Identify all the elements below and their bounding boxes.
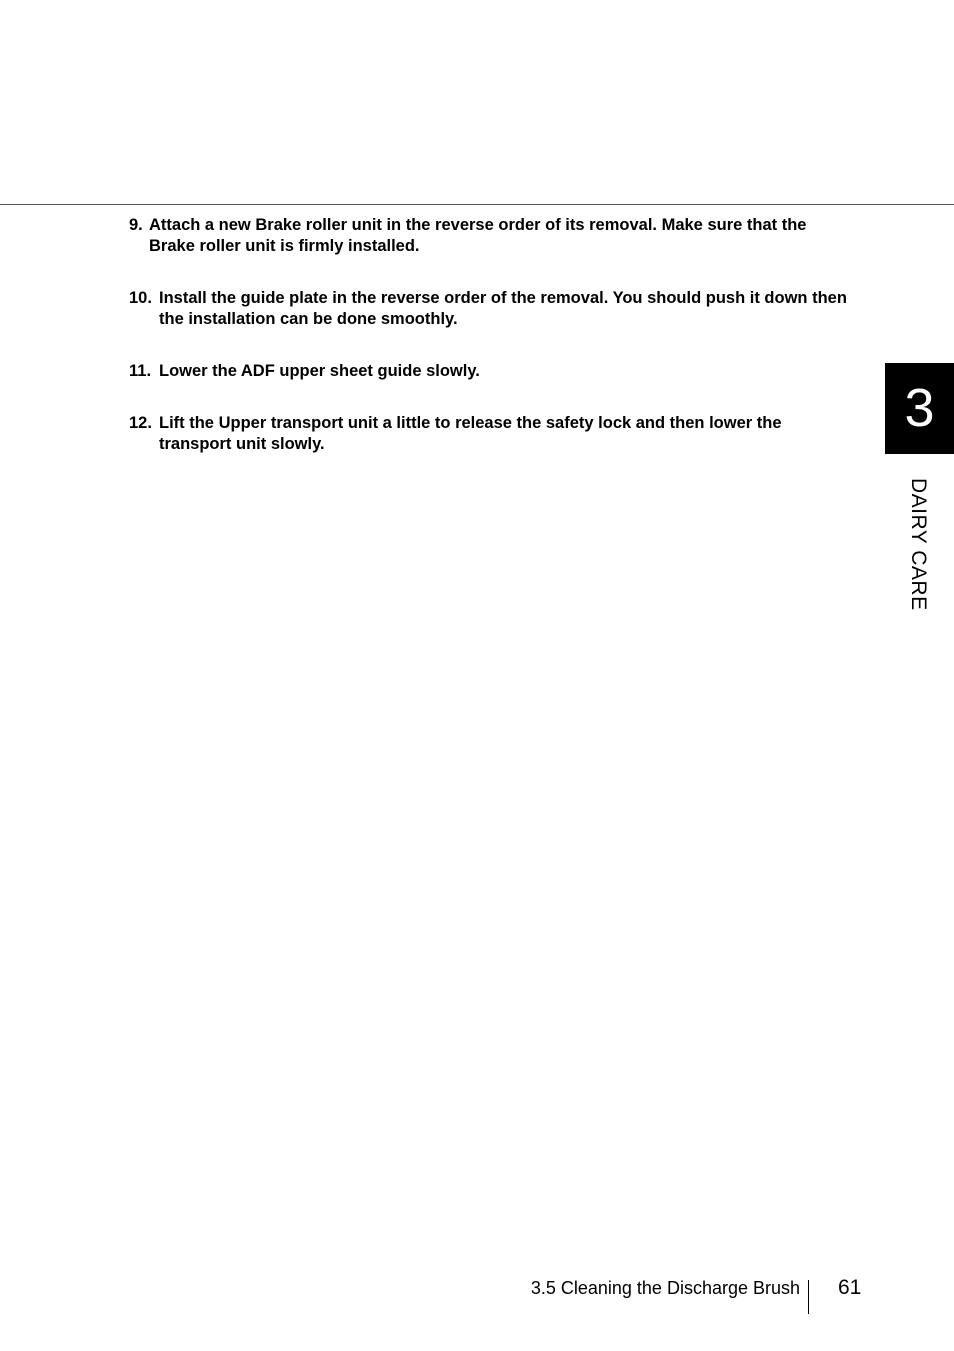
footer-section-title: 3.5 Cleaning the Discharge Brush [530,1278,800,1298]
step-number: 12. [129,414,152,432]
chapter-number-tab: 3 [885,363,954,454]
step-number: 10. [129,289,152,307]
step-item [129,288,849,330]
step-item [129,215,849,257]
step-text: Lower the ADF upper sheet guide slowly. [159,362,480,380]
page-number: 61 [838,1276,862,1299]
step-item [129,361,849,382]
step-text: Attach a new Brake roller unit in the reverse order of its removal. Make sure that the Brake roller unit is firmly installed. [149,216,807,255]
footer-separator [808,1280,809,1314]
step-item [129,413,849,455]
procedure-steps [129,215,849,486]
step-number: 11. [129,362,152,380]
step-number: 9. [129,216,143,234]
step-text: Install the guide plate in the reverse order of the removal. You should push it down then the installation can be done smoothly. [159,289,847,328]
step-text: Lift the Upper transport unit a little to release the safety lock and then lower the transport unit slowly. [159,414,782,453]
header-rule [0,204,954,205]
chapter-label: DAIRY CARE [907,478,930,611]
